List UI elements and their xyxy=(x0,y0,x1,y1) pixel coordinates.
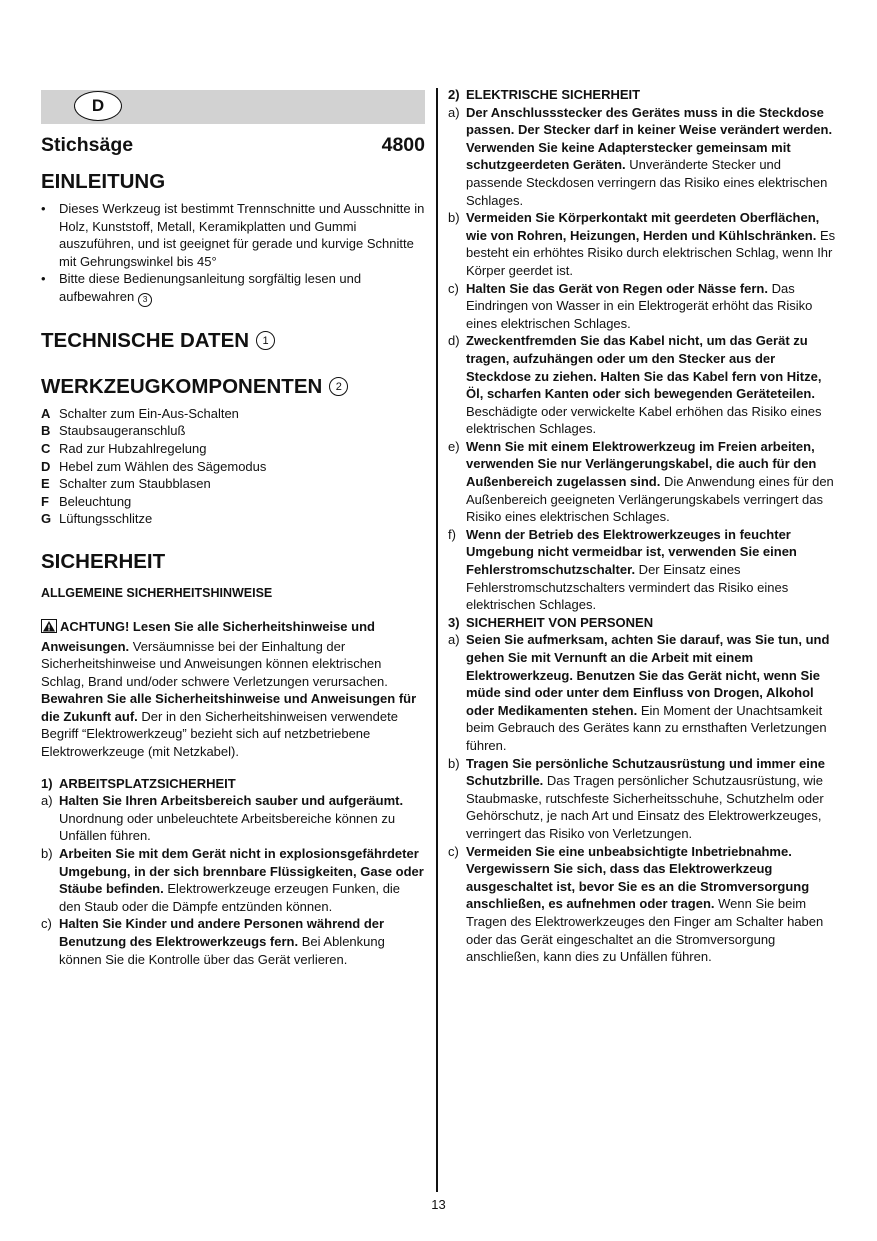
component-item: D Hebel zum Wählen des Sägemodus xyxy=(41,458,267,474)
intro-heading: EINLEITUNG xyxy=(41,170,166,193)
component-item: F Beleuchtung xyxy=(41,493,132,509)
components-list xyxy=(41,405,425,528)
list-item: b) Vermeiden Sie Körperkontakt mit geerdeten Oberflächen, wie von Rohren, Heizungen, Herden und Kühlschränken. Es besteht ein erhöhtes Risiko durch elektrischen Schlag, wenn Ihr Körper geerdet ist. xyxy=(448,210,836,278)
page-number: 13 xyxy=(431,1197,446,1212)
section-1-heading: 1) ARBEITSPLATZSICHERHEIT xyxy=(41,775,236,791)
component-item: E Schalter zum Staubblasen xyxy=(41,476,211,492)
component-item: G Lüftungsschlitze xyxy=(41,511,153,527)
model-number: 4800 xyxy=(381,134,425,156)
list-item: • Dieses Werkzeug ist bestimmt Trennschnitte und Ausschnitte in Holz, Kunststoff, Metall, Keramikplatten und Gummi auszuführen, und ist geeignet für gerade und kurvige Schnitte mit Gehrungswinkel bis 45° xyxy=(41,201,425,269)
component-item: B Staubsaugeranschluß xyxy=(41,423,186,439)
list-item: d) Zweckentfremden Sie das Kabel nicht, um das Gerät zu tragen, aufzuhängen oder um den Stecker aus der Steckdose zu ziehen. Halten Sie das Kabel fern von Hitze, Öl, scharfen Kanten oder sich bewegenden Geräteteilen. Beschädigte oder verwickelte Kabel erhöhen das Risiko eines elektrischen Schlages. xyxy=(448,333,822,437)
intro-list xyxy=(41,200,425,307)
tech-data-heading: TECHNISCHE DATEN 1 xyxy=(41,329,425,353)
components-heading: WERKZEUGKOMPONENTEN 2 xyxy=(41,375,425,399)
list-item: e) Wenn Sie mit einem Elektrowerkzeug im Freien arbeiten, verwenden Sie nur Verlängerungskabel, die auch für den Außenbereich zugelassen sind. Die Anwendung eines für den Außenbereich geeigneten Verlängerungskabels verringert das Risiko eines elektrischen Schlages. xyxy=(448,438,834,525)
figure-ref-2: 2 xyxy=(329,377,348,396)
safety-heading: SICHERHEIT xyxy=(41,549,166,573)
title-row xyxy=(41,134,425,157)
list-item: c) Halten Sie das Gerät von Regen oder Nässe fern. Das Eindringen von Wasser in ein Elektrogerät erhöht das Risiko eines elektrischen Schlages. xyxy=(448,280,813,331)
list-item: c) Halten Sie Kinder und andere Personen während der Benutzung des Elektrowerkzeugs fern. Bei Ablenkung können Sie die Kontrolle über das Gerät verlieren. xyxy=(41,916,385,967)
column-divider xyxy=(436,88,438,1192)
list-item: f) Wenn der Betrieb des Elektrowerkzeuges in feuchter Umgebung nicht vermeidbar ist, verwenden Sie einen Fehlerstromschutzschalter. Der Einsatz eines Fehlerstromschutzschalters vermindert das Risiko eines elektrischen Schlages. xyxy=(448,526,797,613)
list-item: • Bitte diese Bedienungsanleitung sorgfältig lesen und aufbewahren 3 xyxy=(41,270,425,306)
list-item: a) Halten Sie Ihren Arbeitsbereich sauber und aufgeräumt. Unordnung oder unbeleuchtete Arbeitsbereiche können zu Unfällen führen. xyxy=(41,793,404,844)
general-safety-subheading: ALLGEMEINE SICHERHEITSHINWEISE xyxy=(41,585,273,600)
component-item: C Rad zur Hubzahlregelung xyxy=(41,440,207,456)
language-badge: D xyxy=(74,91,122,121)
list-item: a) Seien Sie aufmerksam, achten Sie darauf, was Sie tun, und gehen Sie mit Vernunft an die Arbeit mit einem Elektrowerkzeug. Benutzen Sie das Gerät nicht, wenn Sie müde sind oder unter dem Einfluss von Drogen, Alkohol oder Medikamenten stehen. Ein Moment der Unachtsamkeit beim Gebrauch des Gerätes kann zu ernsthaften Verletzungen führen. xyxy=(448,632,830,753)
section-2-heading: 2) ELEKTRISCHE SICHERHEIT xyxy=(448,87,641,102)
list-item: a) Der Anschlussstecker des Gerätes muss in die Steckdose passen. Der Stecker darf in keiner Weise verändert werden. Verwenden Sie keine Adapterstecker gemeinsam mit schutzgeerdeten Geräten. Unveränderte Stecker und passende Steckdosen verringern das Risiko eines elektrischen Schlages. xyxy=(448,104,833,208)
list-item: b) Tragen Sie persönliche Schutzausrüstung und immer eine Schutzbrille. Das Tragen persönlicher Schutzausrüstung, wie Staubmaske, rutschfeste Sicherheitsschuhe, Schutzhelm oder Gehörschutz, je nach Art und Einsatz des Elektrowerkzeuges, verringert das Risiko von Verletzungen. xyxy=(448,755,826,841)
component-item: A Schalter zum Ein-Aus-Schalten xyxy=(41,405,239,421)
list-item: b) Arbeiten Sie mit dem Gerät nicht in explosionsgefährdeter Umgebung, in der sich brennbare Flüssigkeiten, Gase oder Stäube befinden. Elektrowerkzeuge erzeugen Funken, die den Staub oder die Dämpfe entzünden können. xyxy=(41,846,424,914)
product-name: Stichsäge xyxy=(41,134,134,156)
warning-paragraph: ACHTUNG! Lesen Sie alle Sicherheitshinweise und Anweisungen. Versäumnisse bei der Einhaltung der Sicherheitshinweise und Anweisungen können elektrischen Schlag, Brand und/oder schwere Verletzungen verursachen. Bewahren Sie alle Sicherheitshinweise und Anweisungen für die Zukunft auf. Der in den Sicherheitshinweisen verwendete Begriff “Elektrowerkzeug” bezieht sich auf netzbetriebene Elektrowerkzeuge (mit Netzkabel). xyxy=(41,618,417,760)
list-item: c) Vermeiden Sie eine unbeabsichtigte Inbetriebnahme. Vergewissern Sie sich, dass das Elektrowerkzeug ausgeschaltet ist, bevor Sie es an die Stromversorgung anschließen, es aufnehmen oder tragen. Wenn Sie beim Tragen des Elektrowerkzeuges den Finger am Schalter haben oder das Gerät eingeschaltet an die Stromversorgung anschließen, kann dies zu Unfällen führen. xyxy=(448,843,824,965)
right-column xyxy=(448,86,840,966)
figure-ref-3: 3 xyxy=(138,293,152,307)
language-bar xyxy=(41,90,425,124)
warning-icon xyxy=(41,619,57,638)
figure-ref-1: 1 xyxy=(256,331,275,350)
left-column xyxy=(41,90,425,968)
section-3-heading: 3) SICHERHEIT VON PERSONEN xyxy=(448,614,654,630)
